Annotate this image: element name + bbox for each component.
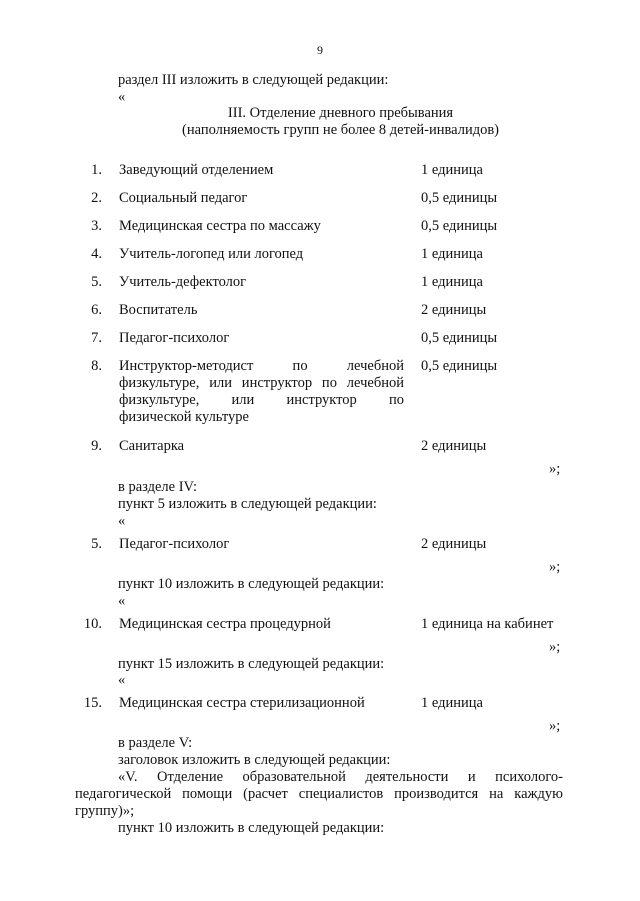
section5-title-line: педагогической помощи (расчет специалистов производится на каждую <box>75 786 563 802</box>
row-amount: 1 единица <box>421 274 483 290</box>
row-position-line: физической культуре <box>119 409 249 425</box>
open-quote: « <box>118 672 126 688</box>
section5-heading: в разделе V: <box>118 735 193 751</box>
row-amount: 2 единицы <box>421 536 487 552</box>
close-quote: »; <box>549 559 561 575</box>
open-quote: « <box>118 89 126 105</box>
row-number: 2. <box>91 190 102 206</box>
page-number: 9 <box>317 43 323 57</box>
row-position-line: Инструктор-методист по лечебной <box>119 358 404 374</box>
intro-text: раздел III изложить в следующей редакции: <box>118 72 389 88</box>
row-amount: 0,5 единицы <box>421 330 498 346</box>
row-amount: 2 единицы <box>421 438 487 454</box>
row-amount: 1 единица на кабинет <box>421 616 554 632</box>
close-quote: »; <box>549 639 561 655</box>
close-quote: »; <box>549 461 561 477</box>
title-intro: заголовок изложить в следующей редакции: <box>118 752 391 768</box>
row-position: Медицинская сестра процедурной <box>119 616 331 632</box>
row-position: Санитарка <box>119 438 185 454</box>
section-title: III. Отделение дневного пребывания <box>227 105 454 121</box>
row-position: Педагог-психолог <box>119 536 230 552</box>
row-amount: 1 единица <box>421 695 483 711</box>
row-number: 10. <box>83 616 102 632</box>
section5-title-line: «V. Отделение образовательной деятельности и психолого- <box>118 769 563 785</box>
row-amount: 1 единица <box>421 162 483 178</box>
row-number: 7. <box>91 330 102 346</box>
p10-intro: пункт 10 изложить в следующей редакции: <box>118 820 385 836</box>
row-amount: 0,5 единицы <box>421 190 498 206</box>
row-amount: 2 единицы <box>421 302 487 318</box>
row-position-line: физкультуре, или инструктор по <box>119 392 404 408</box>
row-position: Воспитатель <box>119 302 198 318</box>
row-position: Социальный педагог <box>119 190 248 206</box>
row-amount: 0,5 единицы <box>421 218 498 234</box>
open-quote: « <box>118 513 126 529</box>
open-quote: « <box>118 593 126 609</box>
row-number: 8. <box>91 358 102 374</box>
row-number: 5. <box>91 274 102 290</box>
row-position: Учитель-логопед или логопед <box>119 246 304 262</box>
row-position: Учитель-дефектолог <box>119 274 247 290</box>
row-position: Педагог-психолог <box>119 330 230 346</box>
row-position-line: физкультуре, или инструктор по лечебной <box>119 375 404 391</box>
row-position: Медицинская сестра по массажу <box>119 218 321 234</box>
section5-title-line: группу)»; <box>75 803 135 819</box>
row-number: 1. <box>91 162 102 178</box>
section-subtitle: (наполняемость групп не более 8 детей-инвалидов) <box>181 122 500 138</box>
section4-heading: в разделе IV: <box>118 479 197 495</box>
row-number: 3. <box>91 218 102 234</box>
row-number: 6. <box>91 302 102 318</box>
p15-intro: пункт 15 изложить в следующей редакции: <box>118 656 385 672</box>
row-number: 15. <box>83 695 102 711</box>
p5-intro: пункт 5 изложить в следующей редакции: <box>118 496 377 512</box>
row-number: 9. <box>91 438 102 454</box>
close-quote: »; <box>549 718 561 734</box>
row-amount: 0,5 единицы <box>421 358 498 374</box>
row-position: Заведующий отделением <box>119 162 274 178</box>
row-position: Медицинская сестра стерилизационной <box>119 695 365 711</box>
row-amount: 1 единица <box>421 246 483 262</box>
p10-intro: пункт 10 изложить в следующей редакции: <box>118 576 385 592</box>
row-number: 4. <box>91 246 102 262</box>
row-number: 5. <box>91 536 102 552</box>
